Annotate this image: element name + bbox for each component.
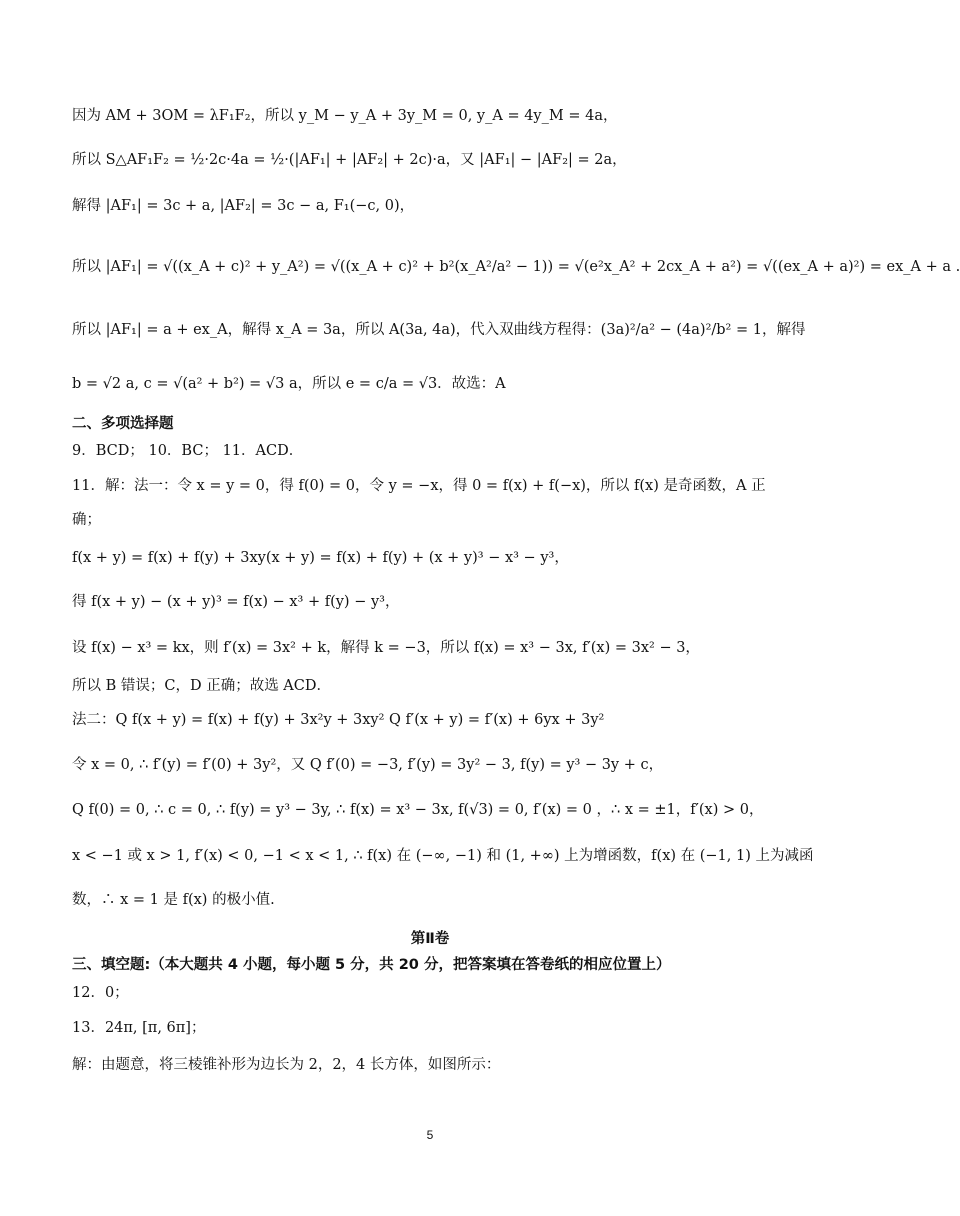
solution-line-area: 所以 S△AF₁F₂ = ½·2c·4a = ½·(|AF₁| + |AF₂| + 2c)·a，又 |AF₁| − |AF₂| = 2a，: [72, 152, 627, 168]
q11-method2-line2: 令 x = 0, ∴ f′(y) = f′(0) + 3y²，又 Q f′(0) = −3, f′(y) = 3y² − 3, f(y) = y³ − 3y + c，: [72, 757, 664, 773]
q11-method1-line5: 设 f(x) − x³ = kx，则 f′(x) = 3x² + k，解得 k = −3，所以 f(x) = x³ − 3x, f′(x) = 3x² − 3，: [72, 640, 700, 656]
solution-line-af1-derivation: 所以 |AF₁| = √((x_A + c)² + y_A²) = √((x_A + c)² + b²(x_A²/a² − 1)) = √(e²x_A² + 2cx_A + a²) = √((ex_A + a)²) = ex_A + a .: [72, 259, 960, 275]
q11-method2-line5: 数，∴ x = 1 是 f(x) 的极小值.: [72, 892, 275, 908]
q11-method1-line1: 11．解：法一：令 x = y = 0，得 f(0) = 0，令 y = −x，得 0 = f(x) + f(−x)，所以 f(x) 是奇函数，A 正: [72, 478, 766, 494]
solution-line-vector: 因为 AM + 3OM = λF₁F₂，所以 y_M − y_A + 3y_M = 0, y_A = 4y_M = 4a，: [72, 108, 618, 124]
q13-solution-line: 解：由题意，将三棱锥补形为边长为 2，2，4 长方体，如图所示：: [72, 1057, 501, 1073]
page-number: 5: [426, 1128, 434, 1142]
answers-9-11: 9．BCD； 10．BC； 11．ACD．: [72, 443, 304, 459]
answer-12: 12．0；: [72, 985, 129, 1001]
solution-line-point-a: 所以 |AF₁| = a + ex_A，解得 x_A = 3a，所以 A(3a, 4a)，代入双曲线方程得：(3a)²/a² − (4a)²/b² = 1，解得: [72, 322, 806, 338]
q11-method2-line3: Q f(0) = 0, ∴ c = 0, ∴ f(y) = y³ − 3y, ∴ f(x) = x³ − 3x, f(√3) = 0, f′(x) = 0 ，∴ x = ±1，f′(x) > 0，: [72, 802, 764, 818]
answer-13: 13．24π, [π, 6π]；: [72, 1020, 206, 1036]
q11-method1-line6: 所以 B 错误；C，D 正确；故选 ACD．: [72, 678, 332, 694]
part-ii-title: 第Ⅱ卷: [410, 931, 450, 947]
q11-method1-line4: 得 f(x + y) − (x + y)³ = f(x) − x³ + f(y) − y³，: [72, 594, 400, 610]
q11-method2-line1: 法二：Q f(x + y) = f(x) + f(y) + 3x²y + 3xy² Q f′(x + y) = f′(x) + 6yx + 3y²: [72, 712, 605, 728]
solution-line-af-values: 解得 |AF₁| = 3c + a, |AF₂| = 3c − a, F₁(−c, 0)，: [72, 198, 415, 214]
q11-method1-line3: f(x + y) = f(x) + f(y) + 3xy(x + y) = f(x) + f(y) + (x + y)³ − x³ − y³，: [72, 550, 569, 566]
solution-line-eccentricity: b = √2 a, c = √(a² + b²) = √3 a，所以 e = c/a = √3．故选：A: [72, 376, 506, 392]
section-heading-fill-in: 三、填空题:（本大题共 4 小题，每小题 5 分，共 20 分，把答案填在答卷纸的相应位置上）: [72, 957, 671, 973]
section-heading-multiple-choice: 二、多项选择题: [72, 416, 174, 432]
q11-method1-line2: 确；: [72, 512, 101, 528]
q11-method2-line4: x < −1 或 x > 1, f′(x) < 0, −1 < x < 1, ∴ f(x) 在 (−∞, −1) 和 (1, +∞) 上为增函数，f(x) 在 (−1, 1) 上为减函: [72, 848, 814, 864]
